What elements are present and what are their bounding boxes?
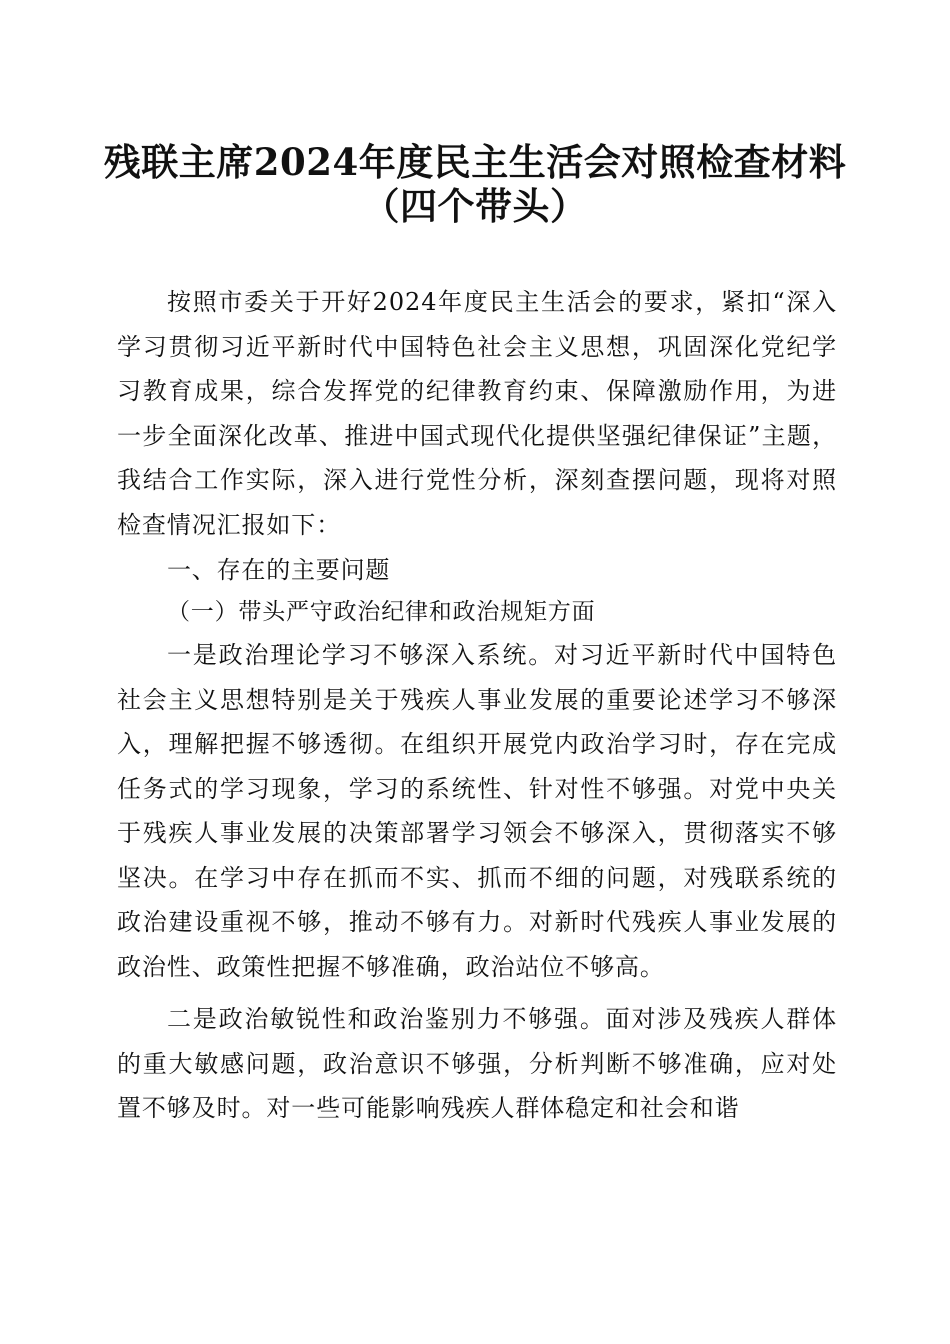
body-paragraph: 二是政治敏锐性和政治鉴别力不够强。面对涉及残疾人群体的重大敏感问题，政治意识不够强，分析判断不够准确，应对处置不够及时。对一些可能影响残疾人群体稳定和社会和谐 (117, 1005, 837, 1122)
intro-paragraph: 按照市委关于开好2024年度民主生活会的要求，紧扣“深入学习贯彻习近平新时代中国特色社会主义思想，巩固深化党纪学习教育成果，综合发挥党的纪律教育约束、保障激励作用，为进一步全面深化改革、推进中国式现代化提供坚强纪律保证”主题，我结合工作实际，深入进行党性分析，深刻查摆问题，现将对照检查情况汇报如下： (117, 288, 837, 539)
document-body (117, 280, 837, 1131)
paragraph-gap (117, 989, 837, 997)
body-paragraph: 一是政治理论学习不够深入系统。对习近平新时代中国特色社会主义思想特别是关于残疾人事业发展的重要论述学习不够深入，理解把握不够透彻。在组织开展党内政治学习时，存在完成任务式的学习现象，学习的系统性、针对性不够强。对党中央关于残疾人事业发展的决策部署学习领会不够深入，贯彻落实不够坚决。在学习中存在抓而不实、抓而不细的问题，对残联系统的政治建设重视不够，推动不够有力。对新时代残疾人事业发展的政治性、政策性把握不够准确，政治站位不够高。 (117, 641, 837, 981)
document-subtitle: （四个带头） (362, 184, 588, 228)
section-heading: 一、存在的主要问题 (167, 556, 391, 584)
document-title: 残联主席2024年度民主生活会对照检查材料 (103, 140, 847, 184)
subsection-heading: （一）带头严守政治纪律和政治规矩方面 (167, 599, 596, 625)
